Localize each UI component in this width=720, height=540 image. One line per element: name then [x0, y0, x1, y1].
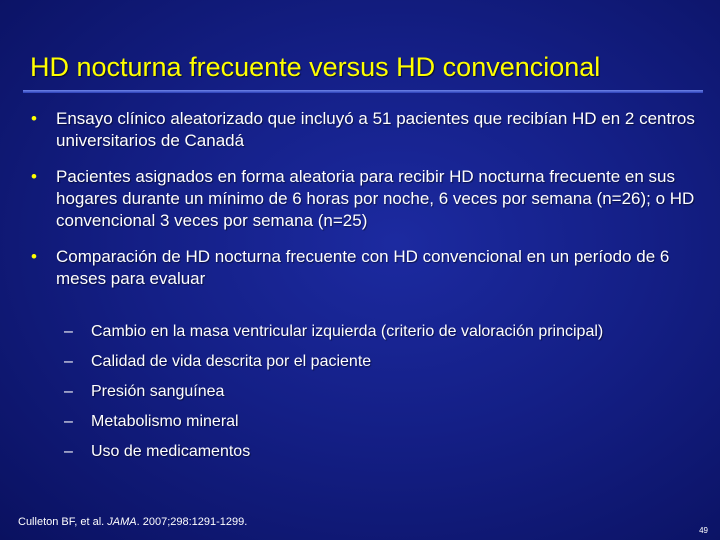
- sub-bullet-item: [0, 352, 720, 382]
- bullet-item: [0, 166, 720, 232]
- dash-marker: –: [64, 323, 73, 340]
- bullet-marker: •: [31, 109, 37, 128]
- sub-bullet-item: [0, 322, 720, 352]
- citation: [18, 516, 247, 528]
- bullet-item: [0, 108, 720, 152]
- bullet-item: [0, 246, 720, 290]
- bullet-marker: •: [31, 247, 37, 266]
- title-divider: [23, 90, 703, 93]
- sub-bullet-text: Cambio en la masa ventricular izquierda (criterio de valoración principal): [91, 323, 604, 340]
- dash-marker: –: [64, 383, 73, 400]
- sub-bullet-item: [0, 382, 720, 412]
- bullet-marker: •: [31, 167, 37, 186]
- dash-marker: –: [64, 413, 73, 430]
- bullet-text: Ensayo clínico aleatorizado que incluyó a 51 pacientes que recibían HD en 2 centros universitarios de Canadá: [56, 109, 695, 150]
- citation-authors: Culleton BF, et al.: [18, 516, 105, 528]
- slide-title: HD nocturna frecuente versus HD convencional: [30, 52, 601, 82]
- sub-bullet-text: Presión sanguínea: [91, 383, 225, 400]
- sub-bullet-item: [0, 442, 720, 472]
- bullet-text: Comparación de HD nocturna frecuente con HD convencional en un período de 6 meses para evaluar: [56, 247, 670, 288]
- page-number: 49: [699, 526, 708, 535]
- sub-bullet-list: [0, 322, 720, 472]
- citation-journal: JAMA: [107, 516, 137, 528]
- dash-marker: –: [64, 443, 73, 460]
- sub-bullet-text: Metabolismo mineral: [91, 413, 239, 430]
- dash-marker: –: [64, 353, 73, 370]
- sub-bullet-text: Calidad de vida descrita por el paciente: [91, 353, 372, 370]
- citation-details: . 2007;298:1291-1299.: [136, 516, 248, 528]
- sub-bullet-item: [0, 412, 720, 442]
- bullet-text: Pacientes asignados en forma aleatoria para recibir HD nocturna frecuente en sus hogares durante un mínimo de 6 horas por noche, 6 veces por semana (n=26); o HD convencional 3 veces por semana (n=25): [56, 167, 695, 230]
- bullet-list: [0, 108, 720, 304]
- sub-bullet-text: Uso de medicamentos: [91, 443, 251, 460]
